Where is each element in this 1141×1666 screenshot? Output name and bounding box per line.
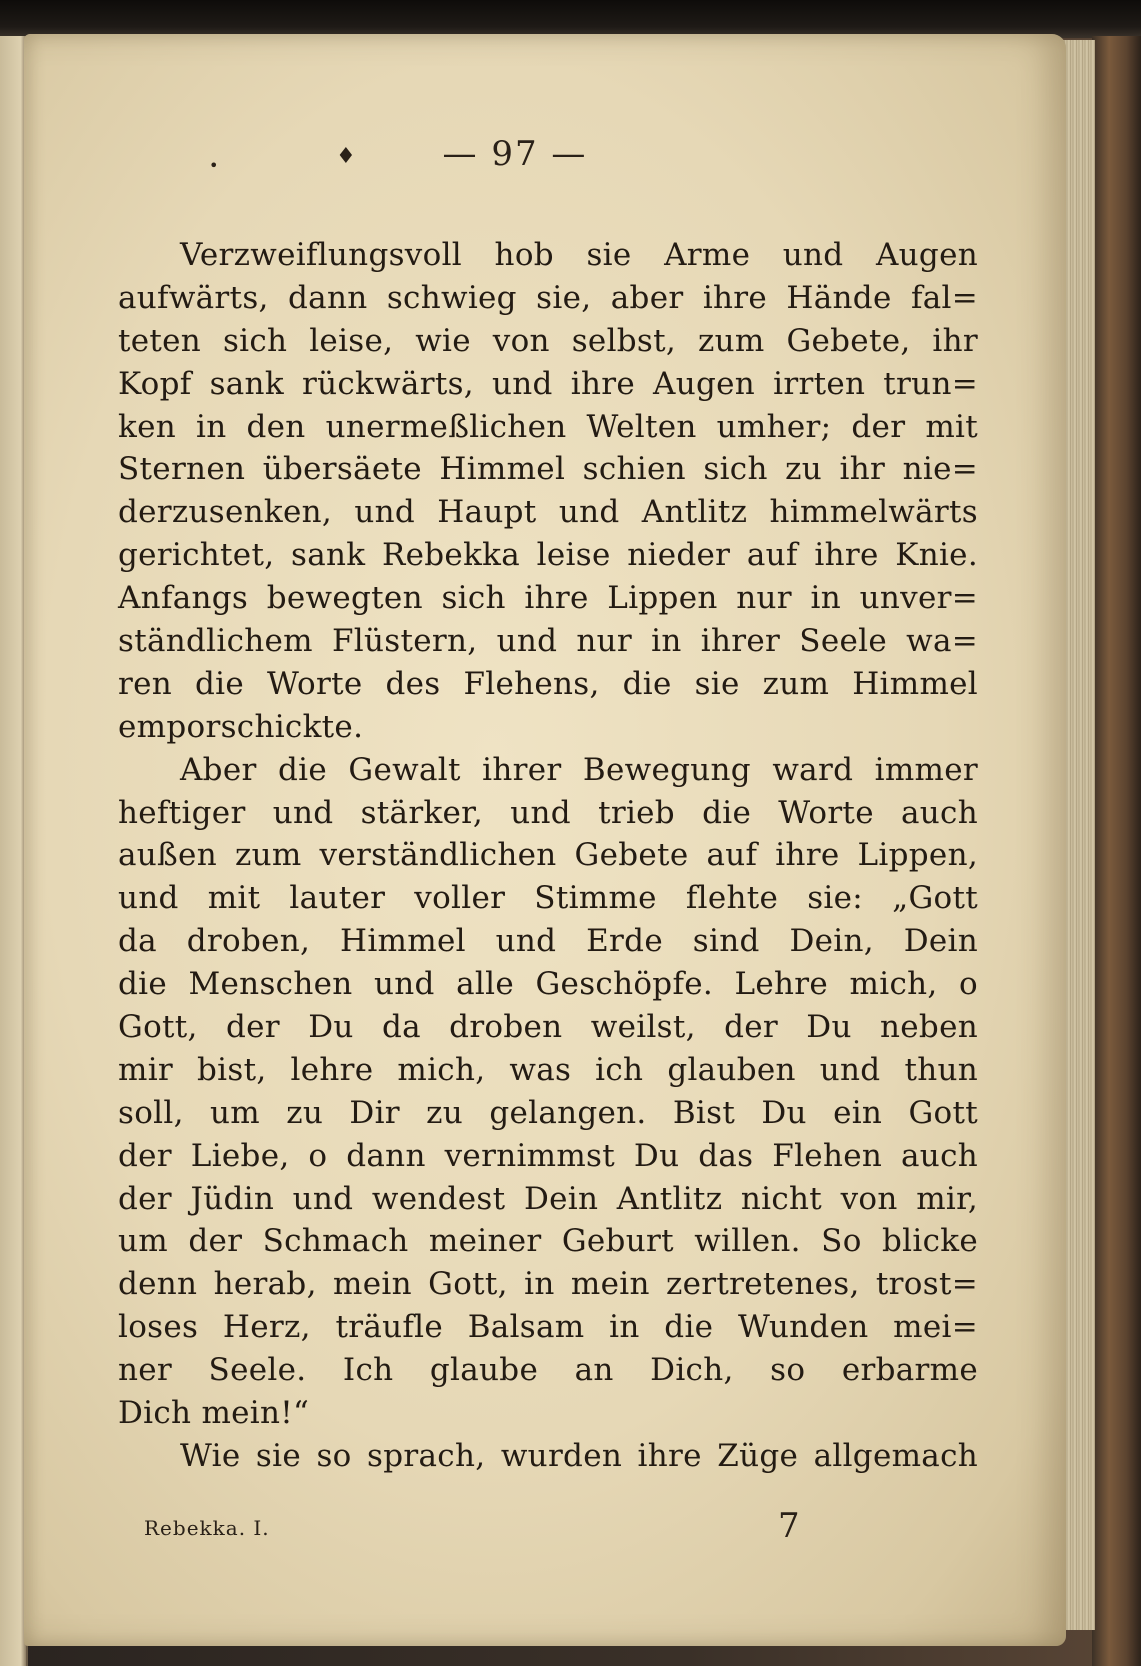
text-line: soll, um zu Dir zu gelangen. Bist Du ein Gott <box>118 1094 978 1131</box>
text-line: derzusenken, und Haupt und Antlitz himmelwärts <box>118 494 978 531</box>
text-line: Sternen übersäete Himmel schien sich zu ihr nie= <box>118 451 978 488</box>
text-line: mir bist, lehre mich, was ich glauben und thun <box>118 1051 978 1088</box>
book-cover-edge <box>1092 36 1141 1666</box>
text-line: Dich mein!“ <box>118 1395 310 1432</box>
text-line: Aber die Gewalt ihrer Bewegung ward immer <box>180 751 978 788</box>
text-line: der Jüdin und wendest Dein Antlitz nicht von mir, <box>118 1180 978 1217</box>
text-line: um der Schmach meiner Geburt willen. So blicke <box>118 1223 978 1260</box>
text-line: der Liebe, o dann vernimmst Du das Flehen auch <box>118 1137 978 1174</box>
text-line: emporschickte. <box>118 708 364 745</box>
printer-signature: Rebekka. I. <box>144 1516 270 1540</box>
text-line: Anfangs bewegten sich ihre Lippen nur in unver= <box>118 580 978 617</box>
text-line: heftiger und stärker, und trieb die Worte auch <box>118 794 978 831</box>
body-text <box>118 234 978 1478</box>
text-line: denn herab, mein Gott, in mein zertretenes, trost= <box>118 1266 978 1303</box>
text-line: teten sich leise, wie von selbst, zum Gebete, ihr <box>118 322 978 359</box>
text-line: Kopf sank rückwärts, und ihre Augen irrten trun= <box>118 365 978 402</box>
text-line: Gott, der Du da droben weilst, der Du neben <box>118 1009 978 1046</box>
book-page <box>24 34 1066 1646</box>
text-line: ner Seele. Ich glaube an Dich, so erbarme <box>118 1352 978 1389</box>
text-line: die Menschen und alle Geschöpfe. Lehre mich, o <box>118 966 978 1003</box>
text-line: ständlichem Flüstern, und nur in ihrer Seele wa= <box>118 623 978 660</box>
text-line: da droben, Himmel und Erde sind Dein, Dein <box>118 923 978 960</box>
page-footer <box>24 1506 1066 1556</box>
text-line: gerichtet, sank Rebekka leise nieder auf ihre Knie. <box>118 537 978 574</box>
text-line: ren die Worte des Flehens, die sie zum Himmel <box>118 665 978 702</box>
text-line: loses Herz, träufle Balsam in die Wunden mei= <box>118 1309 978 1346</box>
text-line: ken in den unermeßlichen Welten umher; der mit <box>118 408 978 445</box>
text-line: und mit lauter voller Stimme flehte sie: „Gott <box>118 880 978 917</box>
text-line: aufwärts, dann schwieg sie, aber ihre Hände fal= <box>118 279 978 316</box>
book-top-edge <box>0 0 1141 38</box>
text-line: Wie sie so sprach, wurden ihre Züge allgemach <box>180 1437 978 1474</box>
diamond-ornament: ♦ <box>336 144 356 169</box>
page-number: — 97 — <box>442 134 588 174</box>
text-line: außen zum verständlichen Gebete auf ihre Lippen, <box>118 837 978 874</box>
text-line: Verzweiflungsvoll hob sie Arme und Augen <box>180 237 978 273</box>
sheet-number: 7 <box>778 1506 800 1546</box>
page-header <box>24 130 1066 190</box>
dot-ornament: • <box>209 156 219 175</box>
